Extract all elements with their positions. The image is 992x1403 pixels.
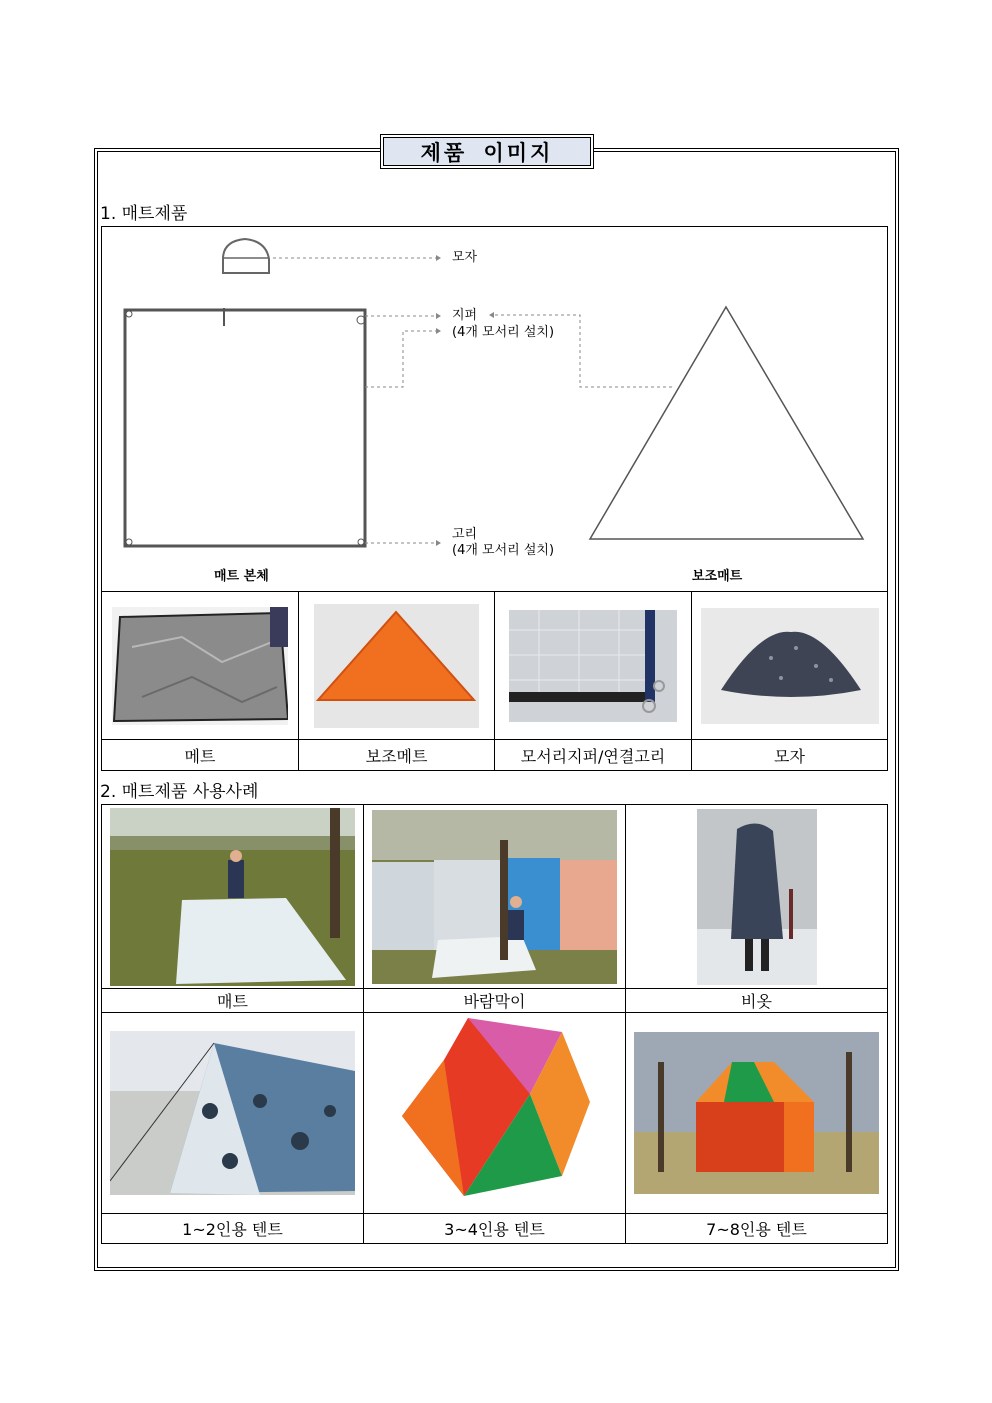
photo-caption: 매트 [102,989,364,1013]
section2-heading: 2. 매트제품 사용사례 [100,782,259,802]
orange-triangle-photo [314,604,479,728]
zipper-label: 지퍼 [452,308,478,323]
raincoat-photo [697,809,817,985]
windbreak-photo [372,810,617,984]
aux-caption: 보조매트 [692,569,743,584]
ring-note: (4개 모서리 설치) [452,543,555,558]
photo-cell [102,805,364,989]
hat-photo [701,608,879,724]
photo-caption: 바람막이 [364,989,626,1013]
small-tent-photo [110,1031,355,1195]
zipper-note: (4개 모서리 설치) [452,325,555,340]
large-tent-photo [634,1032,879,1194]
photo-caption: 보조메트 [299,740,495,771]
photo-caption: 모서리지퍼/연결고리 [495,740,692,771]
photo-cell [692,592,888,740]
usage-photo-table [101,804,888,1244]
hat-outline [223,239,269,273]
corner-zipper-photo [509,610,677,722]
mat-on-grass-photo [110,808,355,986]
aux-mat-outline [590,307,863,539]
page-title: 제품 이미지 [380,134,594,169]
photo-cell [626,805,888,989]
photo-caption: 비옷 [626,989,888,1013]
photo-cell [299,592,495,740]
mat-caption: 매트 본체 [214,569,269,584]
photo-caption: 3~4인용 텐트 [364,1214,626,1244]
hat-label: 모자 [452,250,478,265]
mat-diagram [101,226,888,592]
photo-caption: 1~2인용 텐트 [102,1214,364,1244]
mat-outline [125,310,365,546]
photo-caption: 메트 [102,740,299,771]
ring-label: 고리 [452,527,478,542]
diagram-drawing [102,227,889,593]
mat-photo-table [101,591,888,771]
photo-cell [626,1013,888,1214]
section1-heading: 1. 매트제품 [100,204,188,224]
photo-cell [364,1013,626,1214]
photo-caption: 7~8인용 텐트 [626,1214,888,1244]
photo-cell [102,592,299,740]
silver-mat-photo [112,607,288,725]
hex-tent-photo [372,1018,617,1208]
photo-cell [364,805,626,989]
photo-cell [102,1013,364,1214]
photo-caption: 모자 [692,740,888,771]
photo-cell [495,592,692,740]
